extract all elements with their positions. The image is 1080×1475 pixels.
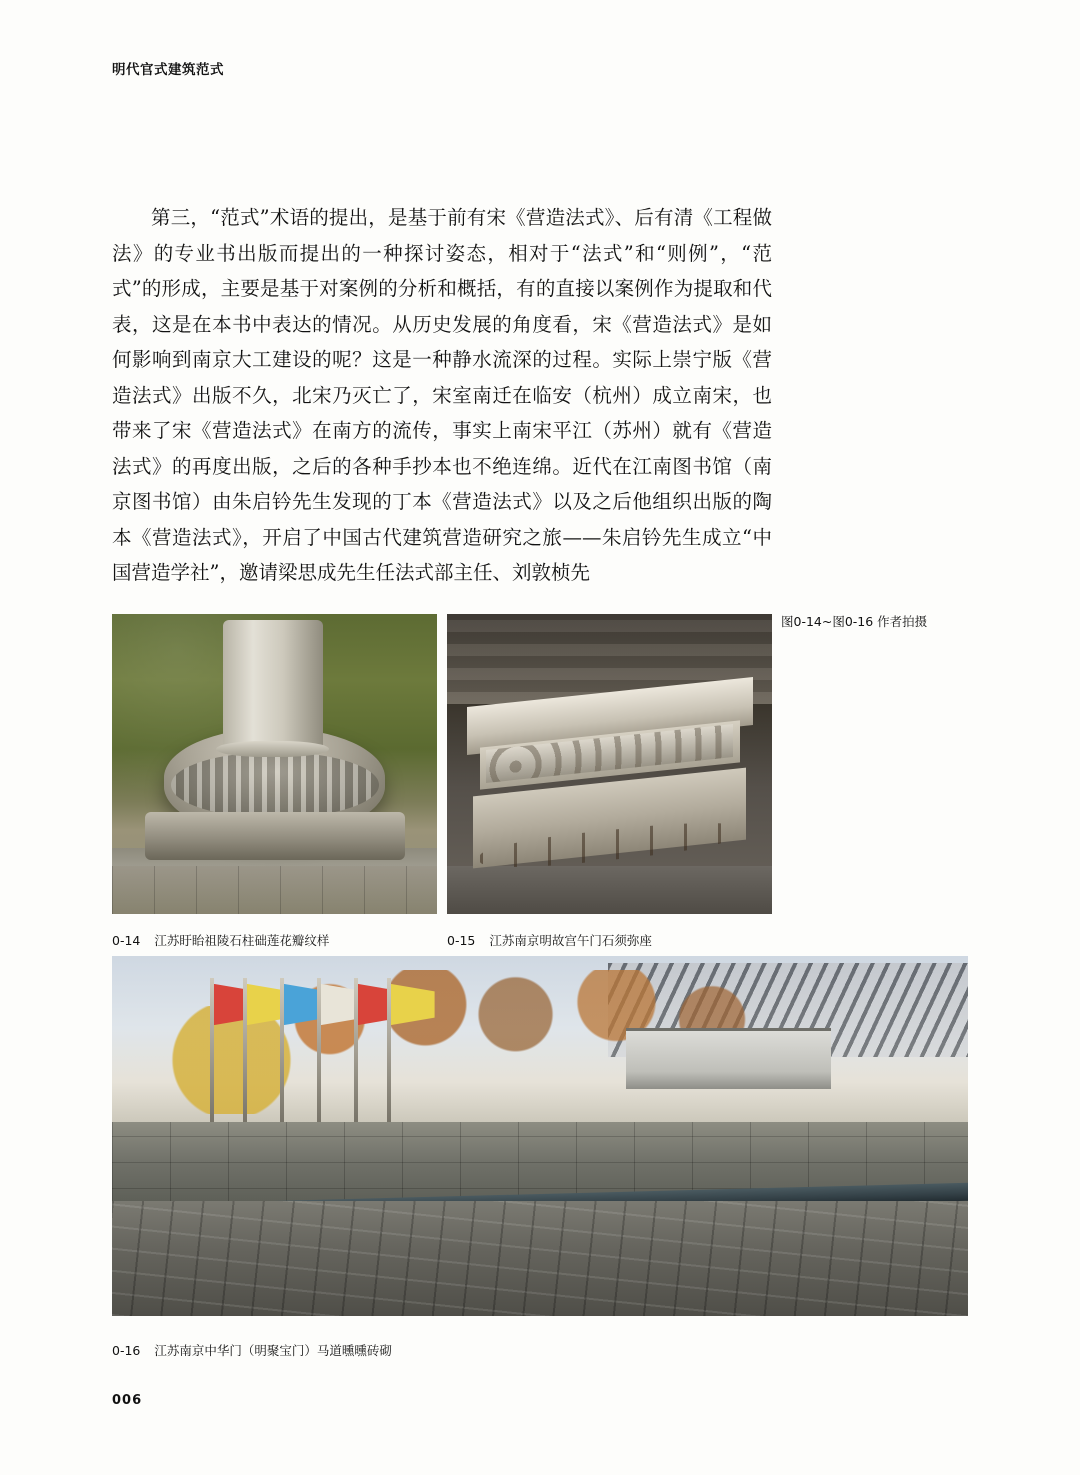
photo-flag bbox=[354, 978, 358, 1136]
photo-flag bbox=[243, 978, 247, 1136]
figure-image-0-16 bbox=[112, 956, 968, 1316]
figure-caption-text-0-15: 江苏南京明故宫午门石须弥座 bbox=[489, 933, 652, 948]
figure-image-0-14 bbox=[112, 614, 437, 914]
figure-number-0-16: 0-16 bbox=[112, 1343, 141, 1358]
figure-image-0-15 bbox=[447, 614, 772, 914]
photo-modern-building bbox=[626, 1028, 831, 1089]
photo-brick-ramp bbox=[112, 1201, 968, 1316]
photo-plinth bbox=[145, 812, 405, 860]
photo-ground bbox=[447, 866, 772, 914]
figure-caption-text-0-14: 江苏盱眙祖陵石柱础莲花瓣纹样 bbox=[154, 933, 330, 948]
figure-caption-0-14 bbox=[112, 931, 329, 949]
photo-lotus-petal-carving bbox=[171, 752, 379, 818]
photo-flag bbox=[387, 978, 391, 1136]
photo-flag bbox=[317, 978, 321, 1136]
figure-credit-note: 图0-14~图0-16 作者拍摄 bbox=[781, 614, 928, 629]
body-text-block bbox=[112, 200, 772, 591]
photo-flag bbox=[210, 978, 214, 1136]
figure-number-0-15: 0-15 bbox=[447, 933, 476, 948]
running-head: 明代官式建筑范式 bbox=[112, 62, 224, 78]
photo-flag-row bbox=[198, 978, 403, 1136]
figure-number-0-14: 0-14 bbox=[112, 933, 141, 948]
body-paragraph: 第三，“范式”术语的提出，是基于前有宋《营造法式》、后有清《工程做法》的专业书出版而提出的一种探讨姿态，相对于“法式”和“则例”，“范式”的形成，主要是基于对案例的分析和概括，有的直接以案例作为提取和代表，这是在本书中表达的情况。从历史发展的角度看，宋《营造法式》是如何影响到南京大工建设的呢？这是一种静水流深的过程。实际上崇宁版《营造法式》出版不久，北宋乃灭亡了，宋室南迁在临安（杭州）成立南宋，也带来了宋《营造法式》在南方的流传，事实上南宋平江（苏州）就有《营造法式》的再度出版，之后的各种手抄本也不绝连绵。近代在江南图书馆（南京图书馆）由朱启钤先生发现的丁本《营造法式》以及之后他组织出版的陶本《营造法式》，开启了中国古代建筑营造研究之旅——朱启钤先生成立“中国营造学社”，邀请梁思成先生任法式部主任、刘敦桢先 bbox=[112, 206, 772, 584]
photo-flag bbox=[280, 978, 284, 1136]
figure-caption-0-16 bbox=[112, 1341, 392, 1359]
page-number: 006 bbox=[112, 1393, 143, 1408]
photo-pavers bbox=[112, 866, 437, 914]
photo-stone-column bbox=[223, 620, 324, 752]
figure-caption-text-0-16: 江苏南京中华门（明聚宝门）马道曛曛砖砌 bbox=[154, 1343, 392, 1358]
figure-caption-0-15 bbox=[447, 931, 652, 949]
